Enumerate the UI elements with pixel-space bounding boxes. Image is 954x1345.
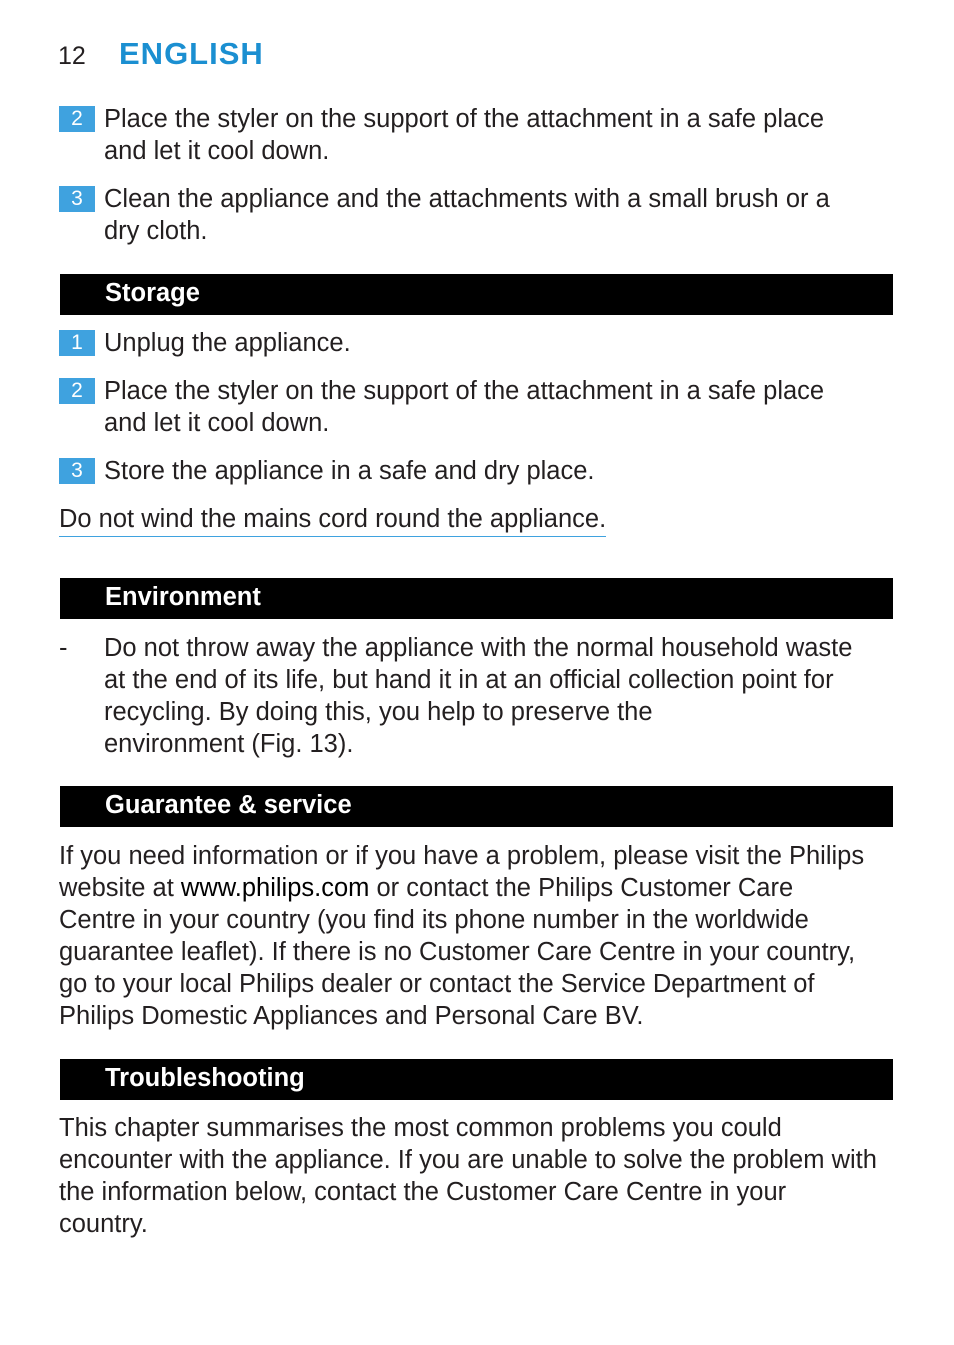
section-heading-troubleshooting — [60, 1059, 893, 1100]
step-text: and let it cool down. — [104, 409, 330, 437]
paragraph-line: If you need information or if you have a problem, please visit the Philips — [59, 842, 865, 870]
page-number: 12 — [58, 42, 86, 70]
step-text: and let it cool down. — [104, 137, 330, 165]
guarantee-paragraph — [59, 840, 894, 1032]
paragraph-line: encounter with the appliance. If you are unable to solve the problem with — [59, 1146, 877, 1174]
bullet-text: recycling. By doing this, you help to preserve the — [104, 698, 653, 726]
section-heading-storage — [60, 274, 893, 315]
philips-website-link[interactable]: www.philips.com — [180, 874, 370, 902]
section-heading-text: Storage — [105, 279, 200, 307]
storage-step-3 — [59, 455, 859, 487]
paragraph-line: Centre in your country (you find its phone number in the worldwide — [59, 906, 809, 934]
paragraph-line: country. — [59, 1210, 148, 1238]
storage-note: Do not wind the mains cord round the appliance. — [59, 503, 606, 537]
section-heading-guarantee — [60, 786, 893, 827]
step-number-badge: 1 — [59, 330, 95, 356]
storage-step-2 — [59, 375, 859, 439]
bullet-text: Do not throw away the appliance with the normal household waste — [104, 634, 853, 662]
cleaning-step-2 — [59, 103, 859, 167]
cleaning-step-3 — [59, 183, 859, 247]
section-heading-environment — [60, 578, 893, 619]
step-text: Place the styler on the support of the attachment in a safe place — [104, 105, 825, 133]
paragraph-text: or contact the Philips Customer Care — [369, 874, 794, 902]
step-text: Store the appliance in a safe and dry place. — [104, 457, 595, 485]
environment-bullet — [59, 632, 889, 760]
paragraph-line: guarantee leaflet). If there is no Customer Care Centre in your country, — [59, 938, 856, 966]
paragraph-line: This chapter summarises the most common problems you could — [59, 1114, 782, 1142]
paragraph-line: Philips Domestic Appliances and Personal Care BV. — [59, 1002, 644, 1030]
step-number-badge: 3 — [59, 458, 95, 484]
step-text: Place the styler on the support of the attachment in a safe place — [104, 377, 825, 405]
step-text: Clean the appliance and the attachments with a small brush or a — [104, 185, 830, 213]
paragraph-line: go to your local Philips dealer or contact the Service Department of — [59, 970, 815, 998]
storage-step-1 — [59, 327, 859, 359]
step-text: dry cloth. — [104, 217, 208, 245]
bullet-dash: - — [59, 634, 68, 662]
paragraph-text: website at — [59, 874, 181, 902]
step-number-badge: 2 — [59, 106, 95, 132]
troubleshooting-paragraph — [59, 1112, 894, 1240]
step-text: Unplug the appliance. — [104, 329, 351, 357]
section-heading-text: Troubleshooting — [105, 1064, 305, 1092]
language-heading: ENGLISH — [119, 36, 264, 71]
paragraph-line — [59, 872, 894, 904]
paragraph-line: the information below, contact the Customer Care Centre in your — [59, 1178, 787, 1206]
bullet-text: at the end of its life, but hand it in at an official collection point for — [104, 666, 834, 694]
section-heading-text: Guarantee & service — [105, 791, 352, 819]
bullet-text: environment (Fig. 13). — [104, 730, 354, 758]
section-heading-text: Environment — [105, 583, 261, 611]
step-number-badge: 2 — [59, 378, 95, 404]
step-number-badge: 3 — [59, 186, 95, 212]
